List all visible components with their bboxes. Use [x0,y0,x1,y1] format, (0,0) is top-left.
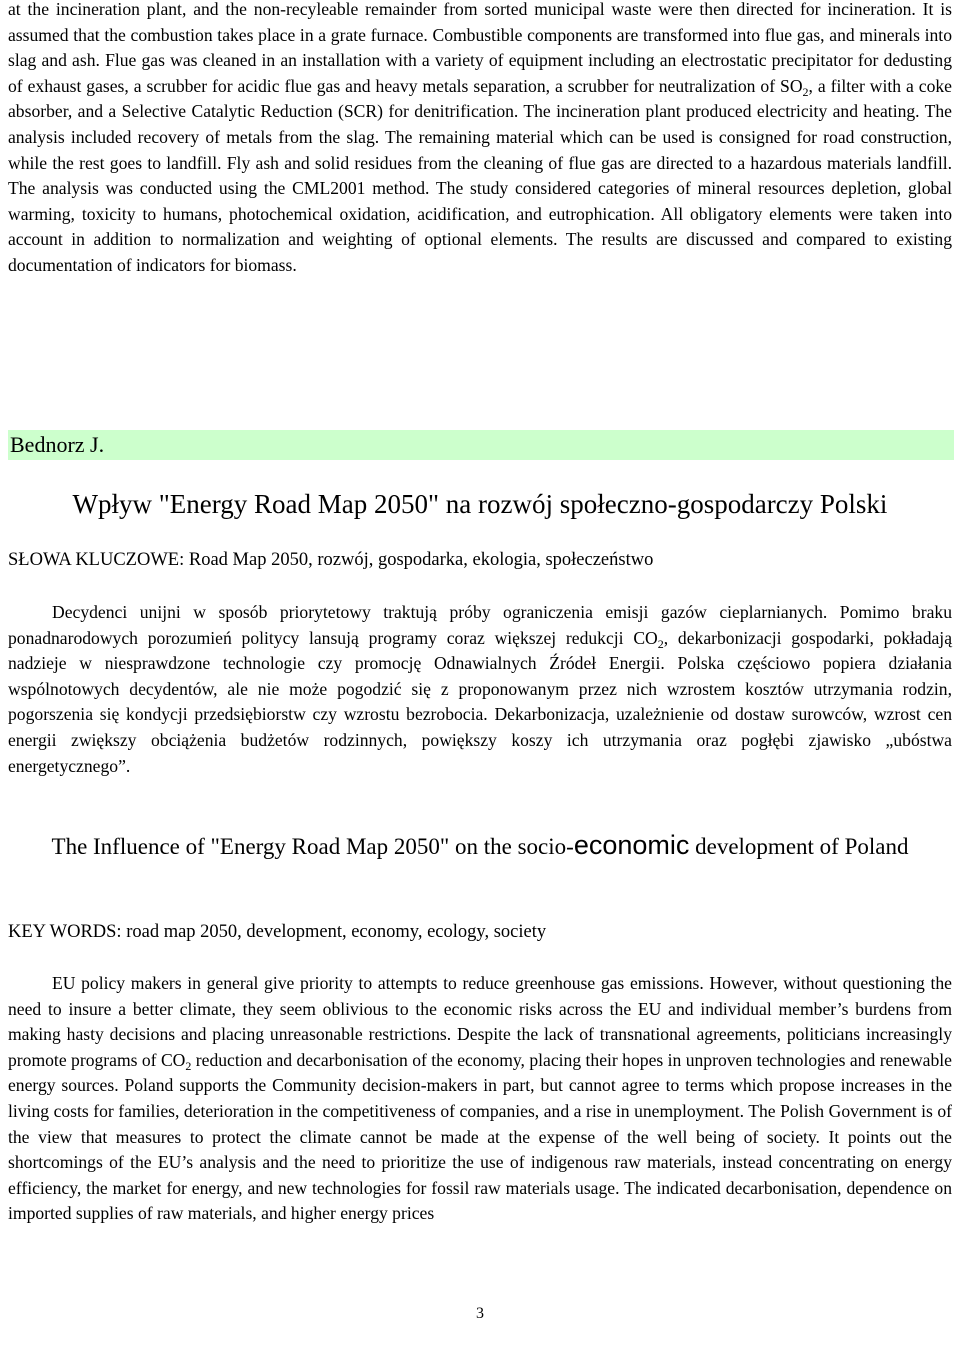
english-abstract [8,971,952,1227]
abstract-text-continued: , a filter with a coke absorber, and a Selective Catalytic Reduction (SCR) for denitrification. The incineration plant produced electricity and heating. The analysis included recovery of metals from the slag. The remaining material which can be used is consigned for road construction, while the rest goes to landfill. Fly ash and solid residues from the cleaning of flue gas are directed to a hazardous materials landfill. The analysis was conducted using the CML2001 method. The study considered categories of mineral resources depletion, global warming, toxicity to humans, photochemical oxidation, acidification, and eutrophication. All obligatory elements were taken into account in addition to normalization and weighting of optional elements. The results are discussed and compared to existing documentation of indicators for biomass. [8,75,952,275]
english-title-emphasis: economic [573,830,690,860]
subscript: 2 [802,84,809,99]
abstract-text: at the incineration plant, and the non-recyleable remainder from sorted municipal waste were then directed for incineration. It is assumed that the combustion takes place in a grate furnace. Combustible components are transformed into flue gas, and minerals into slag and ash. Flue gas was cleaned in an installation with a variety of equipment including an electrostatic precipitator for dedusting of exhaust gases, a scrubber for acidic flue gas and heavy metals separation, a scrubber for neutralization of SO [8,0,952,96]
english-title [8,830,952,862]
author-name: Bednorz J. [10,432,105,457]
polish-abstract-text: Decydenci unijni w sposób priorytetowy traktują próby ograniczenia emisji gazów cieplarnianych. Pomimo braku ponadnarodowych porozumień politycy lansują programy coraz większej redukcji CO [8,602,952,648]
abstract-paragraph [8,0,952,279]
polish-keywords: SŁOWA KLUCZOWE: Road Map 2050, rozwój, gospodarka, ekologia, społeczeństwo [8,550,654,570]
polish-title: Wpływ "Energy Road Map 2050" na rozwój społeczno-gospodarczy Polski [72,489,888,519]
polish-abstract [8,600,952,779]
page-number: 3 [476,1305,484,1322]
english-abstract-text-continued: reduction and decarbonisation of the economy, placing their hopes in unproven technologies and renewable energy sources. Poland supports the Community decision-makers in part, but cannot agree to terms which propose increases in the living costs for families, deterioration in the competitiveness of companies, and a rise in unemployment. The Polish Government is of the view that measures to protect the climate cannot be made at the expense of the well being of society. It points out the shortcomings of the EU’s analysis and the need to prioritize the use of indigenous raw materials, instead concentrating on energy efficiency, the market for energy, and new technologies for fossil raw materials usage. The indicated decarbonisation, dependence on imported supplies of raw materials, and higher energy prices [8,1049,952,1224]
polish-abstract-text-continued: , dekarbonizacji gospodarki, pokładają nadzieje w niesprawdzone technologie czy promocję Odnawialnych Źródeł Energii. Polska częściowo popiera działania wspólnotowych decydentów, ale nie może pogodzić się z proponowanym przez nich wzrostem kosztów utrzymania rodzin, pogorszenia się kondycji przedsiębiorstw czy wzrostu bezrobocia. Dekarbonizacja, uzależnienie od dostaw surowców, wzrost cen energii zwiększy obciążenia budżetów rodzinnych, powiększy koszy ich utrzymania oraz pogłębi zjawisko „ubóstwa energetycznego”. [8,627,952,776]
english-title-part: The Influence of "Energy Road Map 2050" on the socio- [51,834,574,859]
english-title-part: development of Poland [689,834,909,859]
previous-abstract [8,0,952,279]
author-bar [8,430,954,460]
subscript: 2 [657,636,664,651]
subscript: 2 [185,1058,192,1073]
polish-abstract-paragraph [8,600,952,779]
english-abstract-text: EU policy makers in general give priority to attempts to reduce greenhouse gas emissions. However, without questioning the need to insure a better climate, they seem oblivious to the economic risks across the EU and individual member’s burdens from making hasty decisions and placing unreasonable restrictions. Despite the lack of transnational agreements, politicians increasingly promote programs of CO [8,973,952,1070]
english-keywords: KEY WORDS: road map 2050, development, economy, ecology, society [8,922,547,942]
english-abstract-paragraph [8,971,952,1227]
